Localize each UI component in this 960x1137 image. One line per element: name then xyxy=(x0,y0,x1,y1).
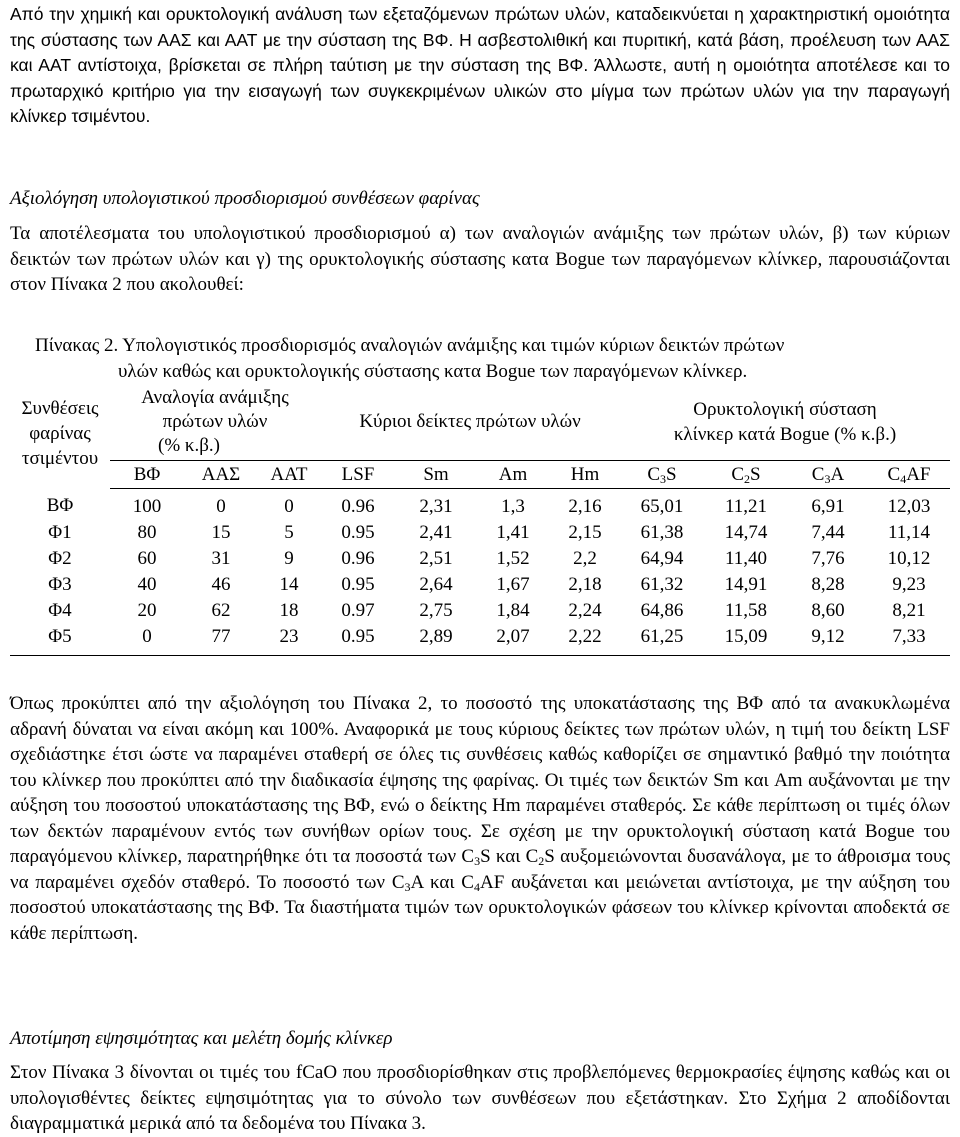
subheader-cell: ΑΑΣ xyxy=(184,461,258,489)
table-caption-line1: Πίνακας 2. Υπολογιστικός προσδιορισμός αναλογιών ανάμιξης και τιμών κύριων δεικτών πρώτων xyxy=(35,335,785,356)
table-cell: 9,12 xyxy=(788,623,868,656)
table-cell: 61,25 xyxy=(620,623,704,656)
section-heading-burnability: Αποτίμηση εψησιμότητας και μελέτη δομής κλίνκερ xyxy=(10,1028,393,1049)
mix-ratio-header-line: Αναλογία ανάμιξης xyxy=(141,386,289,408)
table-cell: 9 xyxy=(284,547,294,569)
mineral-header-c4af xyxy=(868,461,950,489)
table-row xyxy=(10,489,950,520)
table-cell: 8,60 xyxy=(811,599,845,621)
section-paragraph-farina: Τα αποτέλεσματα του υπολογιστικού προσδιορισμού α) των αναλογιών ανάμιξης των πρώτων υλών, β) των κύριων δεικτών των πρώτων υλών και γ) της ορυκτολογικής σύστασης κατα Bogue των παραγόμενων κλίνκερ, παρουσιάζονται στον Πίνακα 2 που ακολουθεί: xyxy=(10,223,950,295)
table-cell: 15 xyxy=(211,521,231,543)
section-heading-farina: Αξιολόγηση υπολογιστικού προσδιορισμού συνθέσεων φαρίνας xyxy=(10,188,480,209)
table-cell: 2,22 xyxy=(550,623,620,656)
subheader-cell: Sm xyxy=(396,461,476,489)
table-caption-line2: υλών καθώς και ορυκτολογικής σύστασης κατα Bogue των παραγόμενων κλίνκερ. xyxy=(118,360,748,382)
table-cell: 62 xyxy=(211,599,231,621)
table-cell: 2,75 xyxy=(419,599,453,621)
row-label-cell: Φ4 xyxy=(48,599,72,621)
table-cell: 0 xyxy=(216,495,226,517)
table-cell: 11,40 xyxy=(724,547,768,569)
table-cell: 14,74 xyxy=(724,521,768,543)
discussion-text: S αυξομειώνονται δυσανάλογα, με το άθροισμα τους να παραμένει σχεδόν σταθερό. Το ποσοστό των C xyxy=(10,846,950,893)
table-cell: 2,41 xyxy=(419,521,453,543)
table-cell: 2,31 xyxy=(419,495,453,517)
discussion-paragraph xyxy=(10,691,950,946)
table-cell: 7,44 xyxy=(811,521,845,543)
table-cell: 18 xyxy=(279,599,299,621)
discussion-text: AF αυξάνεται και μειώνεται αντίστοιχα, με την αύξηση του ποσοστού υποκατάστασης της ΒΦ. Τα διαστήματα τιμών των ορυκτολογικών φάσεων του κλίνκερ κρίνονται αποδεκτά σε κάθε περίπτωση. xyxy=(10,871,950,944)
table-cell: 0 xyxy=(284,495,294,517)
table-cell: 14,91 xyxy=(724,573,768,595)
table-cell: 77 xyxy=(184,623,258,656)
table-header-row xyxy=(10,383,950,461)
table-cell: 0 xyxy=(110,623,184,656)
table-row xyxy=(10,571,950,597)
mineral-sub: 3 xyxy=(660,472,667,486)
mineral-header-c3a xyxy=(788,461,868,489)
table-cell: 0.95 xyxy=(341,573,375,595)
table-cell: 80 xyxy=(137,521,157,543)
table-cell: 61,32 xyxy=(640,573,684,595)
mineral-base: C xyxy=(887,464,901,485)
row-header-cell xyxy=(10,383,110,489)
table-cell: 2,24 xyxy=(568,599,602,621)
table-cell: 0.95 xyxy=(320,623,396,656)
subscript: 3 xyxy=(474,854,481,868)
row-label-cell: Φ5 xyxy=(10,623,110,656)
table-cell: 2,15 xyxy=(568,521,602,543)
mix-ratio-header-line: (% κ.β.) xyxy=(158,434,220,456)
subscript: 2 xyxy=(538,854,545,868)
table-cell: 5 xyxy=(284,521,294,543)
table-cell: 11,58 xyxy=(724,599,768,621)
table-cell: 1,52 xyxy=(496,547,530,569)
mineral-sub: 2 xyxy=(744,472,751,486)
table-cell: 0.95 xyxy=(341,521,375,543)
table-cell: 15,09 xyxy=(704,623,788,656)
table-cell: 11,21 xyxy=(724,495,768,517)
table-cell: 46 xyxy=(211,573,231,595)
data-table xyxy=(10,383,950,656)
mineral-tail: S xyxy=(666,464,677,485)
table-cell: 11,14 xyxy=(887,521,931,543)
table-cell: 0.96 xyxy=(341,547,375,569)
table-cell: 6,91 xyxy=(811,495,845,517)
subheader-cell: ΒΦ xyxy=(110,461,184,489)
section-paragraph-burnability: Στον Πίνακα 3 δίνονται οι τιμές του fCaO που προσδιορίσθηκαν στις προβλεπόμενες θερμοκρασίες έψησης καθώς και οι υπολογισθέντες δείκτες εψησιμότητας για το σύνολο των συνθέσεων που εξετάστηκαν. Στο Σχήμα 2 αποδίδονται διαγραμματικά μερικά από τα δεδομένα του Πίνακα 3. xyxy=(10,1062,950,1134)
table-cell: 64,94 xyxy=(640,547,684,569)
mineral-tail: S xyxy=(750,464,761,485)
table-cell: 8,28 xyxy=(811,573,845,595)
table-subheader-row xyxy=(10,461,950,489)
table-cell: 1,3 xyxy=(501,495,525,517)
table-cell: 9,23 xyxy=(892,573,926,595)
table-row xyxy=(10,545,950,571)
table-cell: 2,51 xyxy=(419,547,453,569)
subheader-cell: ΑΑΤ xyxy=(258,461,320,489)
table-cell: 7,33 xyxy=(868,623,950,656)
table-cell: 40 xyxy=(137,573,157,595)
table-cell: 61,38 xyxy=(640,521,684,543)
subheader-cell: Hm xyxy=(550,461,620,489)
discussion-text: S και C xyxy=(480,846,539,867)
discussion-text: Όπως προκύπτει από την αξιολόγηση του Πίνακα 2, το ποσοστό της υποκατάστασης της ΒΦ από τα ανακυκλωμένα αδρανή δύναται να είναι ακόμη και 100%. Αναφορικά με τους κύριους δείκτες των πρώτων υλών, η τιμή του δείκτη LSF σχεδιάστηκε έτσι ώστε να παραμένει σταθερή σε όλες τις συνθέσεις καθώς καθορίζει σε σημαντικό βαθμό την ποιότητα του κλίνκερ που προκύπτει από την διαδικασία έψησης της φαρίνας. Οι τιμές των δεικτών Sm και Am αυξάνονται με την αύξηση του ποσοστού υποκατάστασης της ΒΦ, ενώ ο δείκτης Hm παραμένει σταθερός. Σε κάθε περίπτωση οι τιμές όλων των δεκτών παραμένουν εντός των συνήθων ορίων τους. Σε σχέση με την ορυκτολογική σύσταση κατά Bogue του παραγόμενου κλίνκερ, παρατηρήθηκε ότι τα ποσοστά των C xyxy=(10,693,950,867)
table-cell: 1,67 xyxy=(496,573,530,595)
table-cell: 10,12 xyxy=(887,547,931,569)
table-cell: 23 xyxy=(258,623,320,656)
mineral-tail: AF xyxy=(906,464,931,485)
discussion-text: A και C xyxy=(410,871,474,893)
mineral-base: C xyxy=(647,464,661,485)
bogue-header-line: Ορυκτολογική σύσταση xyxy=(693,398,877,420)
subheader-cell: LSF xyxy=(320,461,396,489)
main-indices-header: Κύριοι δείκτες πρώτων υλών xyxy=(359,411,581,432)
mineral-sub: 4 xyxy=(900,472,907,486)
bogue-header xyxy=(620,383,950,461)
row-header-line: Συνθέσεις xyxy=(21,398,99,420)
table-cell: 14 xyxy=(279,573,299,595)
row-header-line: τσιμέντου xyxy=(21,448,99,470)
table-cell: 20 xyxy=(137,599,157,621)
table-cell: 2,64 xyxy=(419,573,453,595)
table-cell: 2,18 xyxy=(568,573,602,595)
table-row xyxy=(10,519,950,545)
table-caption xyxy=(10,333,950,384)
intro-paragraph: Από την χημική και ορυκτολογική ανάλυση των εξεταζόμενων πρώτων υλών, καταδεικνύεται η χαρακτηριστική ομοιότητα της σύστασης των ΑΑΣ και ΑΑΤ με την σύσταση της ΒΦ. Η ασβεστολιθική και πυριτική, κατά βάση, προέλευση των ΑΑΣ και ΑΑΤ αντίστοιχα, βρίσκεται σε πλήρη ταύτιση με την σύσταση της ΒΦ. Άλλωστε, αυτή η ομοιότητα αποτέλεσε και το πρωταρχικό κριτήριο για την εισαγωγή των συγκεκριμένων υλικών στο μίγμα των πρώτων υλών για την παραγωγή κλίνκερ τσιμέντου. xyxy=(10,4,950,126)
row-label-cell: Φ2 xyxy=(48,547,72,569)
bogue-header-line: κλίνκερ κατά Bogue (% κ.β.) xyxy=(673,423,897,445)
mineral-base: C xyxy=(811,464,825,485)
mix-ratio-header xyxy=(110,383,320,461)
table-cell: 2,2 xyxy=(573,547,597,569)
table-row xyxy=(10,597,950,623)
table-cell: 31 xyxy=(211,547,231,569)
table-cell: 12,03 xyxy=(887,495,931,517)
subscript: 4 xyxy=(473,879,480,894)
table-cell: 2,16 xyxy=(568,495,602,517)
row-label-cell: Φ3 xyxy=(48,573,72,595)
mineral-tail: A xyxy=(830,464,845,485)
row-label-cell: Φ1 xyxy=(48,521,72,543)
row-label-cell: ΒΦ xyxy=(46,495,74,517)
table-row xyxy=(10,623,950,656)
mineral-sub: 3 xyxy=(824,472,831,486)
row-header-line: φαρίνας xyxy=(29,423,91,445)
table-cell: 60 xyxy=(137,547,157,569)
table-cell: 64,86 xyxy=(640,599,684,621)
mineral-base: C xyxy=(731,464,745,485)
table-cell: 100 xyxy=(132,495,162,517)
table-cell: 7,76 xyxy=(811,547,845,569)
table-cell: 0.97 xyxy=(341,599,375,621)
mix-ratio-header-line: πρώτων υλών xyxy=(162,410,268,432)
table-cell: 2,89 xyxy=(396,623,476,656)
table-cell: 0.96 xyxy=(341,495,375,517)
table-cell: 2,07 xyxy=(476,623,550,656)
table-body xyxy=(10,489,950,656)
mineral-header-c3s xyxy=(620,461,704,489)
subheader-cell: Am xyxy=(476,461,550,489)
table-cell: 8,21 xyxy=(892,599,926,621)
table-cell: 1,84 xyxy=(496,599,530,621)
table-cell: 65,01 xyxy=(640,495,684,517)
subscript: 3 xyxy=(404,879,411,894)
mineral-header-c2s xyxy=(704,461,788,489)
table-cell: 1,41 xyxy=(496,521,530,543)
